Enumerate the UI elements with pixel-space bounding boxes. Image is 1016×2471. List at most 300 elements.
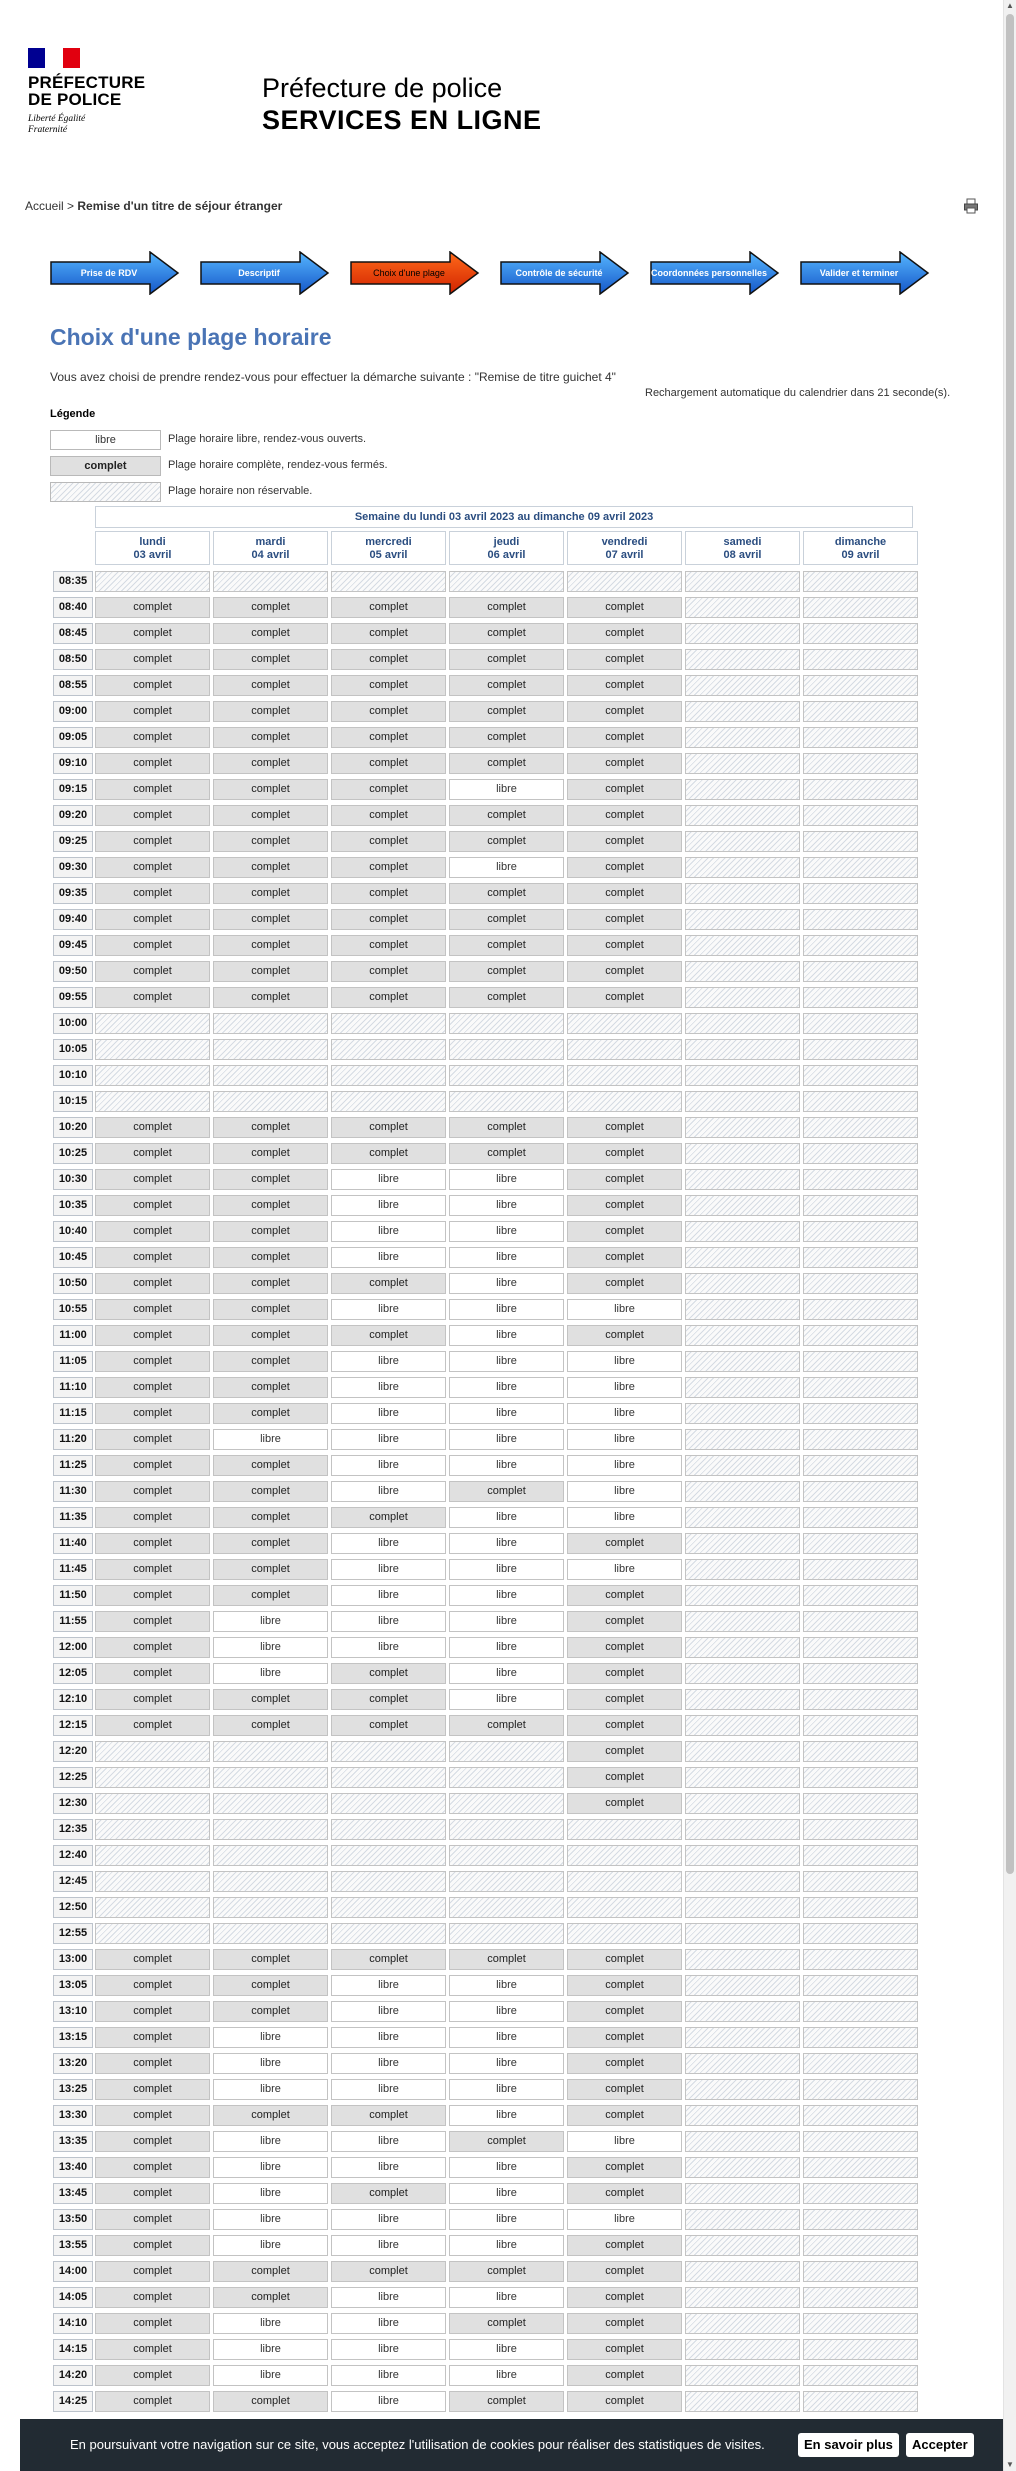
- slot-complet: complet: [567, 805, 682, 826]
- slot-libre[interactable]: libre: [449, 1975, 564, 1996]
- slot-complet: complet: [449, 675, 564, 696]
- scroll-thumb[interactable]: [1006, 14, 1014, 1874]
- slot-time: 08:35: [53, 571, 93, 592]
- slot-libre[interactable]: libre: [213, 2209, 328, 2230]
- slot-row: [50, 724, 916, 750]
- slot-libre[interactable]: libre: [567, 1455, 682, 1476]
- slot-row: [50, 750, 916, 776]
- slot-nonreservable: [331, 1871, 446, 1892]
- slot-libre[interactable]: libre: [567, 1507, 682, 1528]
- slot-nonreservable: [803, 1247, 918, 1268]
- slot-complet: complet: [95, 649, 210, 670]
- step-5[interactable]: [650, 251, 780, 295]
- slot-complet: complet: [95, 2027, 210, 2048]
- slot-libre[interactable]: libre: [331, 1247, 446, 1268]
- slot-nonreservable: [803, 1065, 918, 1086]
- slot-complet: complet: [567, 1741, 682, 1762]
- slot-complet: complet: [567, 1949, 682, 1970]
- slot-libre[interactable]: libre: [449, 1507, 564, 1528]
- slot-libre[interactable]: libre: [449, 1351, 564, 1372]
- slot-libre[interactable]: libre: [567, 2209, 682, 2230]
- slot-nonreservable: [803, 1819, 918, 1840]
- slot-libre[interactable]: libre: [567, 1559, 682, 1580]
- slot-libre[interactable]: libre: [331, 1429, 446, 1450]
- slot-complet: complet: [449, 2391, 564, 2412]
- day-headers: [95, 531, 915, 565]
- legend-swatch-nonreservable: [50, 482, 161, 502]
- slot-complet: complet: [213, 597, 328, 618]
- slot-nonreservable: [449, 1871, 564, 1892]
- slot-complet: complet: [95, 1377, 210, 1398]
- slot-libre[interactable]: libre: [567, 1351, 682, 1372]
- slot-nonreservable: [685, 1507, 800, 1528]
- slot-nonreservable: [685, 1299, 800, 1320]
- slot-libre[interactable]: libre: [331, 2079, 446, 2100]
- slot-complet: complet: [213, 1949, 328, 1970]
- cookie-more-button[interactable]: En savoir plus: [798, 2433, 899, 2457]
- slot-nonreservable: [803, 883, 918, 904]
- slot-libre[interactable]: libre: [449, 2209, 564, 2230]
- slot-libre[interactable]: libre: [213, 1611, 328, 1632]
- slot-nonreservable: [213, 1013, 328, 1034]
- slot-libre[interactable]: libre: [449, 1195, 564, 1216]
- slot-nonreservable: [95, 1923, 210, 1944]
- week-header: Semaine du lundi 03 avril 2023 au dimanche 09 avril 2023: [95, 506, 913, 528]
- slot-complet: complet: [331, 831, 446, 852]
- slot-complet: complet: [213, 961, 328, 982]
- legend-swatch-libre: libre: [50, 430, 161, 450]
- slot-complet: complet: [331, 935, 446, 956]
- slot-row: [50, 2154, 916, 2180]
- slot-nonreservable: [95, 1793, 210, 1814]
- slot-nonreservable: [685, 1117, 800, 1138]
- slot-time: 09:15: [53, 779, 93, 800]
- slot-libre[interactable]: libre: [449, 1169, 564, 1190]
- slot-libre[interactable]: libre: [331, 1455, 446, 1476]
- slot-time: 13:25: [53, 2079, 93, 2100]
- slot-row: [50, 2102, 916, 2128]
- slot-complet: complet: [567, 1767, 682, 1788]
- slot-nonreservable: [685, 1403, 800, 1424]
- slot-libre[interactable]: libre: [449, 1273, 564, 1294]
- slot-nonreservable: [685, 1065, 800, 1086]
- slot-libre[interactable]: libre: [449, 857, 564, 878]
- slot-libre[interactable]: libre: [449, 1247, 564, 1268]
- slot-complet: complet: [213, 727, 328, 748]
- slot-complet: complet: [567, 2079, 682, 2100]
- slot-libre[interactable]: libre: [331, 1377, 446, 1398]
- slot-libre[interactable]: libre: [567, 1377, 682, 1398]
- slot-nonreservable: [685, 2261, 800, 2282]
- slot-nonreservable: [685, 935, 800, 956]
- slot-nonreservable: [685, 649, 800, 670]
- slot-nonreservable: [685, 857, 800, 878]
- slot-time: 10:20: [53, 1117, 93, 1138]
- slot-nonreservable: [95, 1871, 210, 1892]
- slot-row: [50, 1790, 916, 1816]
- slot-nonreservable: [685, 2001, 800, 2022]
- marianne-logo[interactable]: [28, 48, 80, 68]
- slot-complet: complet: [331, 1715, 446, 1736]
- slot-libre[interactable]: libre: [331, 2131, 446, 2152]
- slot-grid: [50, 568, 916, 2414]
- breadcrumb-home-link[interactable]: Accueil: [25, 199, 64, 213]
- slot-nonreservable: [331, 1767, 446, 1788]
- step-label: Prise de RDV: [80, 268, 138, 278]
- slot-complet: complet: [95, 2339, 210, 2360]
- slot-complet: complet: [331, 2105, 446, 2126]
- slot-nonreservable: [685, 909, 800, 930]
- slot-libre[interactable]: libre: [449, 2183, 564, 2204]
- day-name: dimanche: [834, 536, 887, 548]
- slot-libre[interactable]: libre: [449, 1429, 564, 1450]
- slot-row: [50, 854, 916, 880]
- slot-time: 11:00: [53, 1325, 93, 1346]
- step-4[interactable]: [500, 251, 630, 295]
- slot-libre[interactable]: libre: [331, 1299, 446, 1320]
- step-2[interactable]: [200, 251, 330, 295]
- slot-time: 08:50: [53, 649, 93, 670]
- slot-nonreservable: [685, 1429, 800, 1450]
- slot-complet: complet: [213, 2261, 328, 2282]
- slot-libre[interactable]: libre: [449, 2287, 564, 2308]
- slot-nonreservable: [803, 675, 918, 696]
- slot-complet: complet: [567, 2339, 682, 2360]
- slot-libre[interactable]: libre: [331, 1195, 446, 1216]
- slot-nonreservable: [803, 1091, 918, 1112]
- slot-libre[interactable]: libre: [331, 1533, 446, 1554]
- slot-libre[interactable]: libre: [449, 1637, 564, 1658]
- slot-time: 13:10: [53, 2001, 93, 2022]
- slot-complet: complet: [95, 831, 210, 852]
- slot-nonreservable: [803, 701, 918, 722]
- slot-time: 08:55: [53, 675, 93, 696]
- slot-libre[interactable]: libre: [449, 1559, 564, 1580]
- slot-time: 09:05: [53, 727, 93, 748]
- slot-libre[interactable]: libre: [449, 2079, 564, 2100]
- slot-time: 10:45: [53, 1247, 93, 1268]
- slot-libre[interactable]: libre: [213, 2339, 328, 2360]
- slot-libre[interactable]: libre: [331, 1403, 446, 1424]
- slot-nonreservable: [213, 1793, 328, 1814]
- cookie-accept-button[interactable]: Accepter: [906, 2433, 974, 2457]
- slot-libre[interactable]: libre: [567, 1481, 682, 1502]
- slot-nonreservable: [213, 1923, 328, 1944]
- slot-nonreservable: [95, 1897, 210, 1918]
- slot-libre[interactable]: libre: [213, 2079, 328, 2100]
- slot-complet: complet: [95, 1351, 210, 1372]
- scroll-up-icon[interactable]: ▲: [1006, 1, 1014, 10]
- slot-libre[interactable]: libre: [449, 1663, 564, 1684]
- slot-libre[interactable]: libre: [213, 2365, 328, 2386]
- slot-nonreservable: [803, 1481, 918, 1502]
- slot-complet: complet: [95, 1585, 210, 1606]
- legend-text-libre: Plage horaire libre, rendez-vous ouverts.: [168, 433, 367, 445]
- slot-libre[interactable]: libre: [213, 1637, 328, 1658]
- slot-nonreservable: [449, 1923, 564, 1944]
- slot-time: 14:15: [53, 2339, 93, 2360]
- slot-libre[interactable]: libre: [331, 1637, 446, 1658]
- slot-libre[interactable]: libre: [449, 2053, 564, 2074]
- slot-libre[interactable]: libre: [449, 1377, 564, 1398]
- slot-complet: complet: [567, 2027, 682, 2048]
- slot-nonreservable: [803, 1221, 918, 1242]
- slot-libre[interactable]: libre: [331, 2053, 446, 2074]
- slot-libre[interactable]: libre: [331, 1481, 446, 1502]
- day-name: mardi: [255, 536, 286, 548]
- slot-nonreservable: [685, 779, 800, 800]
- slot-libre[interactable]: libre: [449, 1689, 564, 1710]
- slot-complet: complet: [213, 909, 328, 930]
- step-6[interactable]: [800, 251, 930, 295]
- slot-complet: complet: [567, 935, 682, 956]
- slot-time: 12:00: [53, 1637, 93, 1658]
- slot-complet: complet: [95, 1949, 210, 1970]
- slot-nonreservable: [803, 805, 918, 826]
- steps-progress: [50, 251, 930, 295]
- slot-libre[interactable]: libre: [449, 2001, 564, 2022]
- slot-nonreservable: [95, 571, 210, 592]
- page-scrollbar[interactable]: [1003, 0, 1016, 2471]
- slot-nonreservable: [449, 1819, 564, 1840]
- slot-time: 09:30: [53, 857, 93, 878]
- slot-nonreservable: [685, 597, 800, 618]
- slot-complet: complet: [213, 1585, 328, 1606]
- slot-complet: complet: [95, 727, 210, 748]
- slot-complet: complet: [331, 961, 446, 982]
- slot-libre[interactable]: libre: [449, 1611, 564, 1632]
- slot-libre[interactable]: libre: [449, 2157, 564, 2178]
- slot-nonreservable: [685, 2235, 800, 2256]
- slot-complet: complet: [95, 1221, 210, 1242]
- slot-row: [50, 2128, 916, 2154]
- slot-row: [50, 620, 916, 646]
- slot-time: 13:50: [53, 2209, 93, 2230]
- slot-libre[interactable]: libre: [213, 2235, 328, 2256]
- slot-libre[interactable]: libre: [331, 2339, 446, 2360]
- slot-nonreservable: [449, 1065, 564, 1086]
- slot-row: [50, 1712, 916, 1738]
- slot-libre[interactable]: libre: [449, 1403, 564, 1424]
- slot-row: [50, 1140, 916, 1166]
- slot-nonreservable: [95, 1741, 210, 1762]
- slot-complet: complet: [567, 1143, 682, 1164]
- slot-libre[interactable]: libre: [213, 1663, 328, 1684]
- slot-nonreservable: [685, 1195, 800, 1216]
- slot-libre[interactable]: libre: [331, 1611, 446, 1632]
- step-3[interactable]: [350, 251, 480, 295]
- slot-complet: complet: [449, 909, 564, 930]
- slot-nonreservable: [95, 1013, 210, 1034]
- slot-time: 12:35: [53, 1819, 93, 1840]
- slot-nonreservable: [685, 883, 800, 904]
- slot-complet: complet: [213, 701, 328, 722]
- slot-nonreservable: [803, 1403, 918, 1424]
- slot-time: 10:40: [53, 1221, 93, 1242]
- slot-complet: complet: [95, 1455, 210, 1476]
- slot-nonreservable: [685, 961, 800, 982]
- slot-libre[interactable]: libre: [449, 1455, 564, 1476]
- slot-complet: complet: [331, 1117, 446, 1138]
- slot-nonreservable: [685, 1585, 800, 1606]
- scroll-down-icon[interactable]: ▼: [1006, 2460, 1014, 2469]
- slot-nonreservable: [331, 1923, 446, 1944]
- slot-libre[interactable]: libre: [449, 1585, 564, 1606]
- slot-libre[interactable]: libre: [449, 2235, 564, 2256]
- slot-nonreservable: [213, 1091, 328, 1112]
- slot-time: 10:55: [53, 1299, 93, 1320]
- slot-complet: complet: [449, 2131, 564, 2152]
- slot-complet: complet: [213, 2001, 328, 2022]
- slot-complet: complet: [567, 1325, 682, 1346]
- slot-libre[interactable]: libre: [331, 2209, 446, 2230]
- slot-complet: complet: [449, 883, 564, 904]
- slot-libre[interactable]: libre: [213, 2157, 328, 2178]
- slot-libre[interactable]: libre: [449, 2339, 564, 2360]
- slot-libre[interactable]: libre: [331, 1559, 446, 1580]
- slot-libre[interactable]: libre: [331, 1975, 446, 1996]
- slot-time: 11:05: [53, 1351, 93, 1372]
- slot-complet: complet: [95, 623, 210, 644]
- day-name: samedi: [723, 536, 762, 548]
- slot-nonreservable: [803, 2339, 918, 2360]
- slot-complet: complet: [449, 1715, 564, 1736]
- slot-complet: complet: [213, 1689, 328, 1710]
- slot-libre[interactable]: libre: [331, 2001, 446, 2022]
- slot-complet: complet: [95, 857, 210, 878]
- slot-nonreservable: [803, 2001, 918, 2022]
- legend-swatch-complet: complet: [50, 456, 161, 476]
- slot-nonreservable: [803, 1897, 918, 1918]
- slot-libre[interactable]: libre: [449, 1221, 564, 1242]
- slot-libre[interactable]: libre: [567, 1403, 682, 1424]
- slot-libre[interactable]: libre: [331, 2365, 446, 2386]
- site-subtitle: SERVICES EN LIGNE: [262, 105, 542, 135]
- slot-nonreservable: [567, 1845, 682, 1866]
- slot-nonreservable: [803, 1715, 918, 1736]
- slot-row: [50, 1296, 916, 1322]
- slot-complet: complet: [449, 701, 564, 722]
- slot-time: 10:35: [53, 1195, 93, 1216]
- slot-libre[interactable]: libre: [449, 2365, 564, 2386]
- slot-nonreservable: [213, 1741, 328, 1762]
- slot-libre[interactable]: libre: [449, 1299, 564, 1320]
- slot-nonreservable: [685, 805, 800, 826]
- slot-libre[interactable]: libre: [213, 1429, 328, 1450]
- slot-libre[interactable]: libre: [331, 2287, 446, 2308]
- slot-complet: complet: [449, 935, 564, 956]
- slot-libre[interactable]: libre: [331, 1585, 446, 1606]
- slot-libre[interactable]: libre: [331, 2391, 446, 2412]
- slot-libre[interactable]: libre: [331, 1351, 446, 1372]
- slot-libre[interactable]: libre: [567, 2131, 682, 2152]
- slot-libre[interactable]: libre: [213, 2027, 328, 2048]
- slot-nonreservable: [803, 1195, 918, 1216]
- slot-nonreservable: [567, 1923, 682, 1944]
- slot-libre[interactable]: libre: [213, 2313, 328, 2334]
- slot-time: 11:10: [53, 1377, 93, 1398]
- slot-libre[interactable]: libre: [331, 2027, 446, 2048]
- slot-complet: complet: [331, 1143, 446, 1164]
- site-title: Préfecture de police: [262, 73, 503, 103]
- slot-time: 10:30: [53, 1169, 93, 1190]
- slot-nonreservable: [331, 1845, 446, 1866]
- slot-libre[interactable]: libre: [213, 2183, 328, 2204]
- slot-nonreservable: [95, 1065, 210, 1086]
- slot-nonreservable: [685, 1013, 800, 1034]
- slot-nonreservable: [567, 571, 682, 592]
- slot-libre[interactable]: libre: [213, 2053, 328, 2074]
- slot-complet: complet: [567, 2157, 682, 2178]
- slot-libre[interactable]: libre: [331, 2313, 446, 2334]
- slot-row: [50, 1556, 916, 1582]
- slot-nonreservable: [685, 2053, 800, 2074]
- slot-libre[interactable]: libre: [331, 1169, 446, 1190]
- slot-nonreservable: [803, 597, 918, 618]
- slot-nonreservable: [803, 1793, 918, 1814]
- slot-complet: complet: [567, 831, 682, 852]
- slot-libre[interactable]: libre: [449, 1533, 564, 1554]
- slot-nonreservable: [803, 1325, 918, 1346]
- step-1[interactable]: [50, 251, 180, 295]
- slot-time: 12:25: [53, 1767, 93, 1788]
- slot-libre[interactable]: libre: [567, 1299, 682, 1320]
- slot-complet: complet: [567, 987, 682, 1008]
- print-icon[interactable]: [963, 198, 979, 214]
- slot-nonreservable: [803, 2027, 918, 2048]
- slot-complet: complet: [567, 1689, 682, 1710]
- slot-nonreservable: [803, 1169, 918, 1190]
- slot-nonreservable: [449, 1897, 564, 1918]
- slot-nonreservable: [803, 2183, 918, 2204]
- slot-complet: complet: [567, 1533, 682, 1554]
- slot-nonreservable: [803, 1871, 918, 1892]
- slot-libre[interactable]: libre: [449, 779, 564, 800]
- slot-complet: complet: [567, 857, 682, 878]
- slot-complet: complet: [567, 623, 682, 644]
- slot-libre[interactable]: libre: [331, 2235, 446, 2256]
- slot-complet: complet: [213, 753, 328, 774]
- slot-libre[interactable]: libre: [449, 2105, 564, 2126]
- slot-libre[interactable]: libre: [449, 2027, 564, 2048]
- slot-libre[interactable]: libre: [567, 1429, 682, 1450]
- breadcrumb-current: Remise d'un titre de séjour étranger: [77, 199, 283, 213]
- slot-row: [50, 1114, 916, 1140]
- slot-libre[interactable]: libre: [213, 2131, 328, 2152]
- slot-complet: complet: [449, 753, 564, 774]
- slot-complet: complet: [449, 727, 564, 748]
- slot-complet: complet: [567, 597, 682, 618]
- slot-libre[interactable]: libre: [331, 2157, 446, 2178]
- day-header-vendredi: [567, 531, 682, 565]
- day-date: 08 avril: [723, 549, 762, 561]
- slot-nonreservable: [685, 2105, 800, 2126]
- slot-row: [50, 1998, 916, 2024]
- slot-libre[interactable]: libre: [449, 1325, 564, 1346]
- slot-row: [50, 594, 916, 620]
- slot-nonreservable: [95, 1767, 210, 1788]
- slot-nonreservable: [803, 1533, 918, 1554]
- slot-nonreservable: [449, 1091, 564, 1112]
- slot-nonreservable: [449, 1767, 564, 1788]
- slot-complet: complet: [449, 2261, 564, 2282]
- legend-title: Légende: [50, 408, 96, 420]
- slot-complet: complet: [95, 1559, 210, 1580]
- day-date: 04 avril: [251, 549, 290, 561]
- slot-nonreservable: [803, 727, 918, 748]
- legend-row-libre: [50, 430, 450, 450]
- slot-libre[interactable]: libre: [331, 1221, 446, 1242]
